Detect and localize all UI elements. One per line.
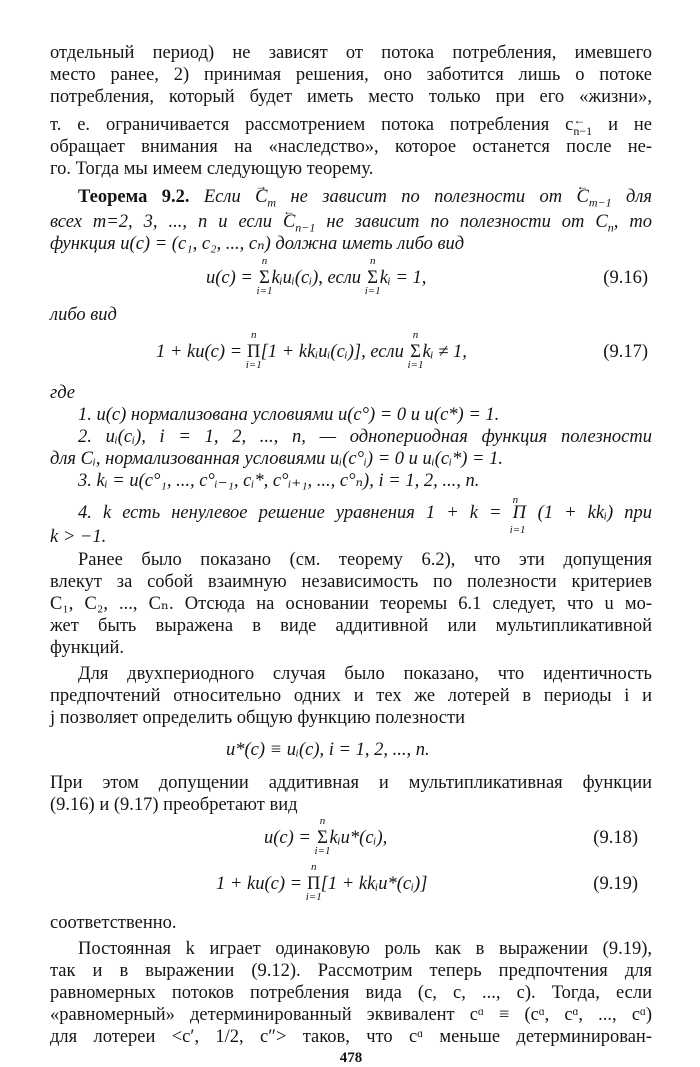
- text-run: для: [611, 187, 653, 207]
- text-line: го. Тогда мы имеем следующую теорему.: [50, 159, 374, 179]
- lower-limit: i=1: [256, 285, 273, 297]
- text-line: C₁, C₂, ..., Cₙ. Отсюда на основании теоремы 6.1 следует, что u мо-: [50, 594, 652, 614]
- condition-line: 3. kᵢ = u(c°₁, ..., c°ᵢ₋₁, cᵢ*, c°ᵢ₊₁, ..., c°ₙ), i = 1, 2, ..., n.: [78, 471, 480, 491]
- identity-equation: u*(c) ≡ uᵢ(c), i = 1, 2, ..., n.: [226, 740, 430, 760]
- sigma-symbol: Σ: [367, 268, 379, 288]
- subscript: n: [607, 220, 614, 235]
- sigma-symbol: Σ: [410, 342, 421, 362]
- eq-rhs: kᵢ ≠ 1,: [422, 342, 467, 362]
- upper-limit: n: [310, 861, 317, 873]
- upper-limit: n: [319, 815, 326, 827]
- equation-number: (9.17): [603, 342, 648, 362]
- text-run: не зависит по полезности от C: [315, 212, 608, 232]
- text-line: где: [50, 383, 76, 403]
- text-run: (1 + kkᵢ) при: [537, 503, 653, 523]
- text-line: функций.: [50, 638, 124, 658]
- text-line: место ранее, 2) принимая решения, оно заботится лишь о потоке: [50, 65, 652, 85]
- pi-symbol: Π: [307, 874, 321, 894]
- text-run: , то: [613, 212, 652, 232]
- eq-rhs: kᵢ = 1,: [379, 268, 427, 288]
- text-line: отдельный период) не зависят от потока потребления, имевшего: [50, 43, 652, 63]
- text-line: Постоянная k играет одинаковую роль как в выражении (9.19),: [78, 939, 652, 959]
- text-run: не зависит по полезности от: [276, 187, 577, 207]
- lower-limit: i=1: [364, 285, 381, 297]
- text-line: либо вид: [50, 305, 117, 325]
- subscript: n−1: [295, 220, 316, 235]
- eq-lhs: u(c) =: [206, 268, 258, 288]
- text-line: «равномерный» детерминированный эквивалент cᵅ ≡ (cᵅ, cᵅ, ..., cᵅ): [50, 1005, 652, 1025]
- text-line: потребления, который будет иметь место только при его «жизни»,: [50, 87, 652, 107]
- lower-limit: i=1: [314, 845, 331, 857]
- sum-sign: [364, 255, 381, 297]
- text-line: j позволяет определить общую функцию полезности: [50, 708, 465, 728]
- page-number: 478: [339, 1050, 363, 1066]
- eq-mid: kᵢuᵢ(cᵢ), если: [271, 268, 366, 288]
- text-line: (9.16) и (9.17) преобретают вид: [50, 795, 298, 815]
- upper-limit: n: [512, 494, 519, 506]
- equation-number: (9.18): [593, 828, 638, 848]
- text-run: и не: [592, 115, 652, 135]
- eq-rhs: kᵢu*(cᵢ),: [329, 828, 388, 848]
- upper-limit: n: [369, 255, 376, 267]
- equation-number: (9.16): [603, 268, 648, 288]
- arrow-symbol: → C: [255, 186, 267, 208]
- upper-limit: n: [412, 329, 419, 341]
- text-run: Если: [203, 187, 256, 207]
- lower-limit: i=1: [245, 359, 262, 371]
- equation-9-16: [50, 255, 652, 298]
- subscript: m: [267, 195, 277, 210]
- lower-limit: i=1: [407, 359, 424, 371]
- sum-sign: [256, 255, 273, 297]
- condition-line: 2. uᵢ(cᵢ), i = 1, 2, ..., n, — однопериодная функция полезности: [78, 427, 652, 447]
- equation-9-18: [50, 815, 652, 858]
- sigma-symbol: Σ: [259, 268, 270, 288]
- upper-limit: n: [250, 329, 257, 341]
- eq-lhs: 1 + ku(c) =: [216, 874, 307, 894]
- product-sign: [305, 861, 322, 903]
- condition-line: 1. u(c) нормализована условиями u(c°) = 0 и u(c*) = 1.: [78, 405, 500, 425]
- eq-lhs: u(c) =: [264, 828, 316, 848]
- text-line: для лотереи <c′, 1/2, c″> таков, что cᵅ меньше детерминирован-: [50, 1027, 652, 1047]
- pi-symbol: Π: [247, 342, 261, 362]
- equation-9-19: [50, 861, 652, 904]
- arrow-symbol: ← C: [283, 211, 295, 233]
- text-line: При этом допущении аддитивная и мультипликативная функции: [50, 773, 652, 793]
- theorem-title: Теорема 9.2.: [78, 187, 190, 207]
- subscript: ← $_{n-1}$: [573, 120, 592, 142]
- theorem-line: [50, 186, 652, 214]
- condition-line: для Cᵢ, нормализованная условиями uᵢ(c°ᵢ) = 0 и uᵢ(cᵢ*) = 1.: [50, 449, 504, 469]
- text-line: обращает внимания на «наследство», которое останется после не-: [50, 137, 652, 157]
- text-run: всех m=2, 3, ..., n и если: [50, 212, 283, 232]
- lower-limit: i=1: [509, 524, 526, 536]
- text-line: равномерных потоков потребления вида (c, c, ..., c). Тогда, если: [50, 983, 652, 1003]
- text-run: т. е. ограничивается рассмотрением потока потребления c: [50, 115, 574, 135]
- text-run: 4. k есть ненулевое решение уравнения 1 + k =: [78, 503, 513, 523]
- text-line: соответственно.: [50, 913, 177, 933]
- product-sign: [245, 329, 262, 371]
- sum-sign: [407, 329, 424, 371]
- text-line: Для двухпериодного случая было показано, что идентичность: [78, 664, 652, 684]
- sigma-symbol: Σ: [317, 828, 328, 848]
- eq-lhs: 1 + ku(c) =: [156, 342, 247, 362]
- text-line: так и в выражении (9.12). Рассмотрим теперь предпочтения для: [50, 961, 652, 981]
- text-line: предпочтений относительно одних и тех же лотерей в периоды i и: [50, 686, 652, 706]
- text-line: влекут за собой взаимную независимость по полезности критериев: [50, 572, 652, 592]
- upper-limit: n: [261, 255, 268, 267]
- eq-mid: [1 + kkᵢuᵢ(cᵢ)], если: [260, 342, 409, 362]
- condition-line: k > −1.: [50, 527, 107, 547]
- subscript: m−1: [588, 195, 612, 210]
- condition-line: [50, 494, 653, 536]
- theorem-line: функция u(c) = (c₁, c₂, ..., cₙ) должна иметь либо вид: [50, 234, 465, 254]
- equation-number: (9.19): [593, 874, 638, 894]
- eq-rhs: [1 + kkᵢu*(cᵢ)]: [320, 874, 428, 894]
- text-line: Ранее было показано (см. теорему 6.2), что эти допущения: [78, 550, 652, 570]
- text-line: жет быть выражена в виде аддитивной или мультипликативной: [50, 616, 652, 636]
- sum-sign: [314, 815, 331, 857]
- product-sign: [509, 494, 527, 536]
- arrow-symbol: ← C: [576, 186, 588, 208]
- lower-limit: i=1: [305, 891, 322, 903]
- equation-9-17: [50, 329, 652, 372]
- pi-symbol: Π: [512, 503, 526, 523]
